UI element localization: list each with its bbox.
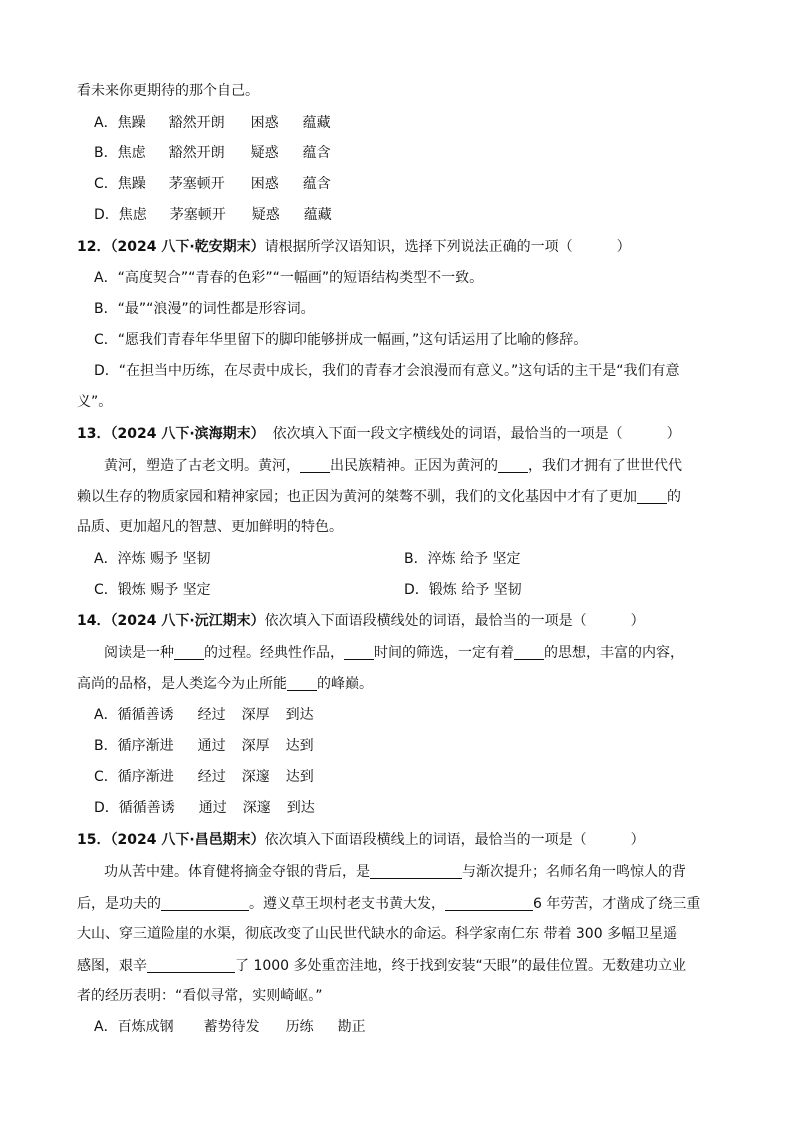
question-12-option-d[interactable]: D．“在担当中历练，在尽责中成长，我们的青春才会浪漫而有意义。”这句话的主干是“我们有意 — [94, 363, 680, 379]
question-13-option-d[interactable]: D．锻炼 给予 坚韧 — [404, 582, 522, 598]
blank[interactable] — [637, 489, 667, 504]
blank[interactable] — [300, 458, 330, 473]
question-13-passage-line-1: 黄河，塑造了古老文明。黄河， 出民族精神。正因为黄河的 ，我们才拥有了世世代代 — [104, 458, 682, 474]
blank[interactable] — [370, 864, 462, 879]
blank[interactable] — [445, 896, 533, 911]
question-15-passage-line-3: 大山、穿三道险崖的水渠，彻底改变了山民世代缺水的命运。科学家南仁东 带着 300 多幅卫星遥 — [77, 926, 678, 942]
question-12-option-c[interactable]: C．“愿我们青春年华里留下的脚印能够拼成一幅画，”这句话运用了比喻的修辞。 — [94, 332, 588, 348]
question-continuation: 看未来你更期待的那个自己。 — [77, 83, 259, 99]
question-14-option-a[interactable]: A．循循善诱 经过 深厚 到达 — [94, 707, 314, 723]
prev-option-d[interactable]: D．焦虑 茅塞顿开 疑惑 蕴藏 — [94, 207, 332, 223]
question-12-stem: 12．（2024 八下·乾安期末）请根据所学汉语知识，选择下列说法正确的一项（ ） — [77, 239, 631, 255]
blank[interactable] — [514, 645, 544, 660]
blank[interactable] — [344, 645, 374, 660]
question-13-passage-line-3: 品质、更加超凡的智慧、更加鲜明的特色。 — [77, 519, 343, 535]
question-14-passage-line-1: 阅读是一种 的过程。经典性作品， 时间的筛选，一定有着 的思想，丰富的内容， — [104, 645, 684, 661]
question-14-option-d[interactable]: D．循循善诱 通过 深邃 到达 — [94, 800, 315, 816]
question-15-option-a[interactable]: A．百炼成钢 蓄势待发 历练 勘正 — [94, 1019, 366, 1035]
question-13-option-b[interactable]: B．淬炼 给予 坚定 — [404, 551, 521, 567]
question-12-option-d-cont: 义”。 — [77, 394, 113, 410]
question-15-passage-line-2: 后，是功夫的 。遵义草王坝村老支书黄大发， 6 年劳苦，才凿成了绕三重 — [77, 896, 701, 912]
prev-option-a[interactable]: A．焦躁 豁然开朗 困惑 蕴藏 — [94, 115, 331, 131]
blank[interactable] — [147, 958, 235, 973]
question-14-option-c[interactable]: C．循序渐进 经过 深邃 达到 — [94, 769, 314, 785]
blank[interactable] — [161, 896, 249, 911]
question-15-passage-line-1: 功从苦中建。体育健将摘金夺银的背后，是 与渐次提升；名师名角一鸣惊人的背 — [104, 864, 686, 880]
question-13-stem: 13．（2024 八下·滨海期末） 依次填入下面一段文字横线处的词语，最恰当的一项是（ ） — [77, 426, 681, 442]
question-15-passage-line-4: 感图，艰辛 了 1000 多处重峦洼地，终于找到安装“天眼”的最佳位置。无数建功立业 — [77, 958, 687, 974]
prev-option-c[interactable]: C．焦躁 茅塞顿开 困惑 蕴含 — [94, 176, 331, 192]
question-14-stem: 14．（2024 八下·沅江期末）依次填入下面语段横线处的词语，最恰当的一项是（ ） — [77, 613, 645, 629]
question-12-option-b[interactable]: B．“最”“浪漫”的词性都是形容词。 — [94, 301, 315, 317]
blank[interactable] — [498, 458, 528, 473]
question-13-option-c[interactable]: C．锻炼 赐予 坚定 — [94, 582, 211, 598]
question-14-passage-line-2: 高尚的品格，是人类迄今为止所能 的峰巅。 — [77, 676, 373, 692]
question-13-option-a[interactable]: A．淬炼 赐予 坚韧 — [94, 551, 211, 567]
question-14-option-b[interactable]: B．循序渐进 通过 深厚 达到 — [94, 738, 314, 754]
question-15-stem: 15．（2024 八下·昌邑期末）依次填入下面语段横线上的词语，最恰当的一项是（ ） — [77, 832, 645, 848]
blank[interactable] — [287, 676, 317, 691]
blank[interactable] — [174, 645, 204, 660]
question-12-option-a[interactable]: A．“高度契合”“青春的色彩”“一幅画”的短语结构类型不一致。 — [94, 270, 484, 286]
prev-option-b[interactable]: B．焦虑 豁然开朗 疑惑 蕴含 — [94, 145, 331, 161]
question-13-passage-line-2: 赖以生存的物质家园和精神家园；也正因为黄河的桀骜不驯，我们的文化基因中才有了更加 的 — [77, 489, 681, 505]
question-15-passage-line-5: 者的经历表明：“看似寻常，实则崎岖。” — [77, 988, 323, 1004]
